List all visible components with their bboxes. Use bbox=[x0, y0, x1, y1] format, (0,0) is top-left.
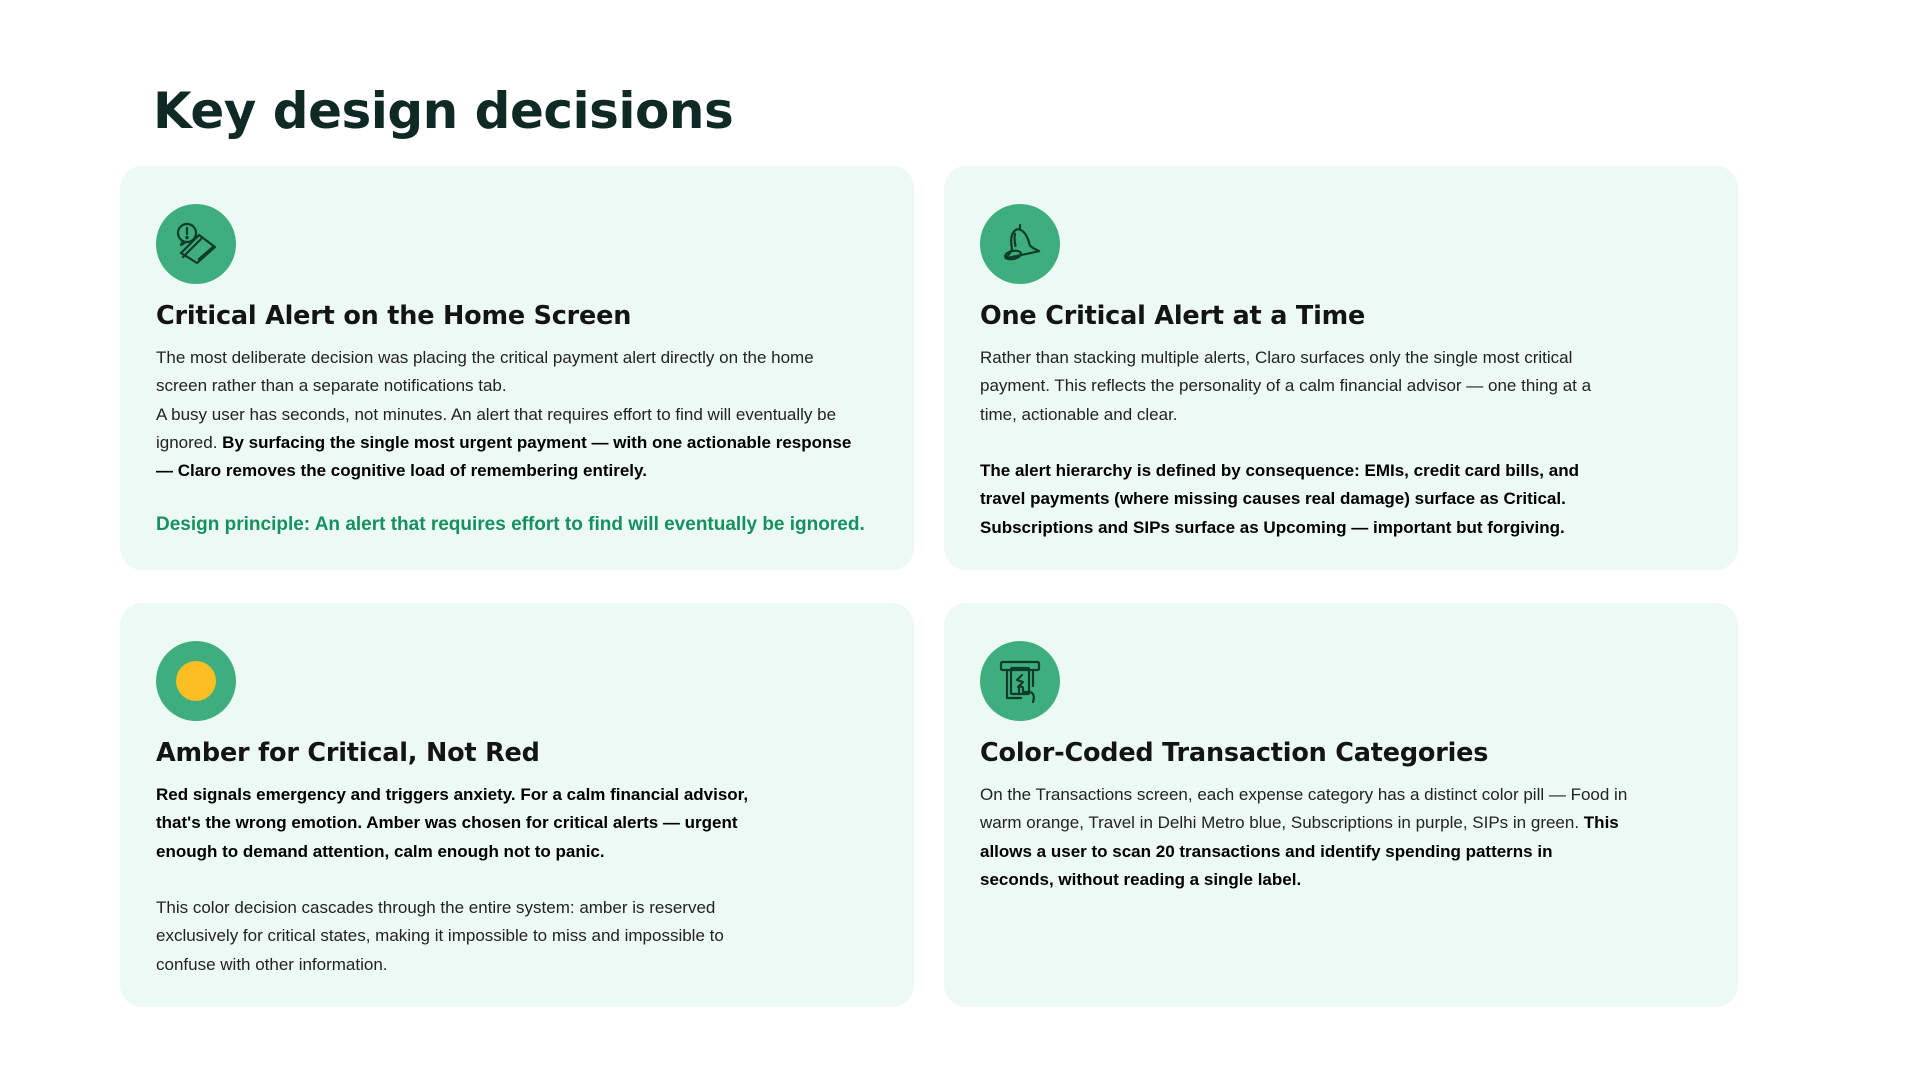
card-paragraph: Rather than stacking multiple alerts, Claro surfaces only the single most critical payment. This reflects the personality of a calm financial advisor — one thing at a time, actionable and clear. bbox=[980, 348, 1592, 424]
atm-cash-icon bbox=[980, 641, 1060, 721]
card-paragraph: This color decision cascades through the entire system: amber is reserved exclusively for critical states, making it impossible to miss and impossible to confuse with other information. bbox=[156, 898, 724, 974]
card-body bbox=[980, 781, 1630, 894]
card-critical-alert-home bbox=[120, 166, 914, 570]
bell-icon bbox=[980, 204, 1060, 284]
card-title: Amber for Critical, Not Red bbox=[156, 738, 540, 768]
card-paragraph bbox=[980, 781, 1630, 894]
card-title: Color-Coded Transaction Categories bbox=[980, 738, 1489, 768]
card-paragraph: The alert hierarchy is defined by consequence: EMIs, credit card bills, and travel payments (where missing causes real damage) surface as Critical. Subscriptions and SIPs surface as Upcoming — important but forgiving. bbox=[980, 461, 1579, 537]
amber-dot-icon bbox=[156, 641, 236, 721]
card-amber-for-critical bbox=[120, 603, 914, 1007]
card-body bbox=[156, 344, 856, 485]
card-body bbox=[156, 781, 776, 979]
card-one-alert-at-a-time bbox=[944, 166, 1738, 570]
body-text: On the Transactions screen, each expense category has a distinct color pill — Food in warm orange, Travel in Delhi Metro blue, Subscriptions in purple, SIPs in green. bbox=[980, 785, 1628, 833]
card-title: Critical Alert on the Home Screen bbox=[156, 301, 632, 331]
card-body bbox=[980, 344, 1620, 542]
design-principle: Design principle: An alert that requires effort to find will eventually be ignored. bbox=[156, 514, 865, 536]
card-paragraph: The most deliberate decision was placing the critical payment alert directly on the home screen rather than a separate notifications tab. bbox=[156, 348, 814, 396]
card-paragraph bbox=[156, 401, 856, 486]
card-color-coded-categories bbox=[944, 603, 1738, 1007]
emphasis-text: This allows a user to scan 20 transactions and identify spending patterns in seconds, without reading a single label. bbox=[980, 813, 1619, 889]
body-text: A busy user has seconds, not minutes. An alert that requires effort to find will eventually be ignored. bbox=[156, 404, 837, 452]
card-paragraph: Red signals emergency and triggers anxiety. For a calm financial advisor, that's the wrong emotion. Amber was chosen for critical alerts — urgent enough to demand attention, calm enough not to panic. bbox=[156, 785, 749, 861]
page-title: Key design decisions bbox=[153, 82, 734, 140]
emphasis-text: By surfacing the single most urgent payment — with one actionable response — Claro removes the cognitive load of remembering entirely. bbox=[156, 432, 852, 481]
payment-alert-icon bbox=[156, 204, 236, 284]
card-title: One Critical Alert at a Time bbox=[980, 301, 1366, 331]
